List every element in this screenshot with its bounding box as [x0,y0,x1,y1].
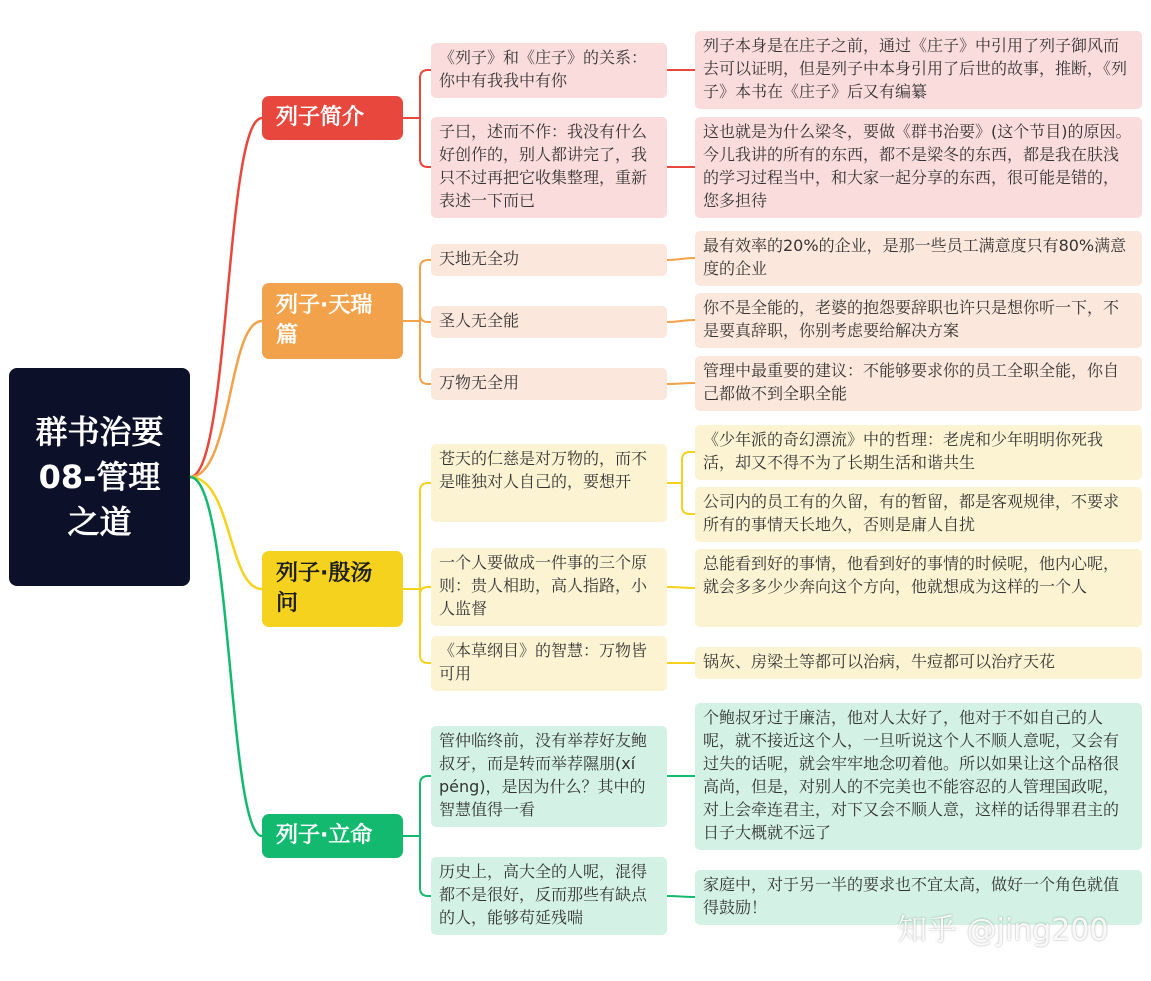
leaf-node[interactable]: 你不是全能的，老婆的抱怨要辞职也许只是想你听一下，不是要真辞职，你别考虑要给解决方案 [695,293,1142,348]
leaf-node[interactable]: 总能看到好的事情，他看到好的事情的时候呢，他内心呢，就会多多少少奔向这个方向，他就想成为这样的一个人 [695,549,1142,627]
sub-node[interactable]: 历史上，高大全的人呢，混得都不是很好，反而那些有缺点的人，能够苟延残喘 [431,857,667,935]
leaf-node[interactable]: 最有效率的20%的企业，是那一些员工满意度只有80%满意度的企业 [695,231,1142,286]
branch-liezi-intro[interactable]: 列子简介 [262,96,403,140]
leaf-node[interactable]: 列子本身是在庄子之前，通过《庄子》中引用了列子御风而去可以证明，但是列子中本身引用了后世的故事，推断，《列子》本书在《庄子》后又有编纂 [695,31,1142,109]
leaf-node[interactable]: 家庭中，对于另一半的要求也不宜太高，做好一个角色就值得鼓励！ [695,870,1142,925]
leaf-node[interactable]: 管理中最重要的建议：不能够要求你的员工全职全能，你自己都做不到全职全能 [695,356,1142,411]
connector-line [420,118,431,167]
connector-line [667,383,695,384]
sub-node[interactable]: 管仲临终前，没有举荐好友鲍叔牙，而是转而举荐隰朋(xí péng)，是因为什么？其中的智慧值得一看 [431,726,667,827]
connector-line [420,483,431,589]
watermark: 知乎 @jing200 [897,913,1109,948]
connector-line [667,896,695,897]
connector-line [420,321,431,384]
sub-node[interactable]: 《列子》和《庄子》的关系：你中有我我中有你 [431,43,667,98]
sub-node[interactable]: 苍天的仁慈是对万物的，而不是唯独对人自己的，要想开 [431,444,667,522]
connector-line [420,314,431,322]
sub-node[interactable]: 万物无全用 [431,368,667,400]
connector-line [420,589,431,663]
leaf-node[interactable]: 公司内的员工有的久留，有的暂留，都是客观规律，不要求所有的事情天长地久，否则是庸人自扰 [695,487,1142,542]
leaf-node[interactable]: 《少年派的奇幻漂流》中的哲理：老虎和少年明明你死我活，却又不得不为了长期生活和谐共生 [695,425,1142,480]
branch-liming[interactable]: 列子·立命 [262,814,403,858]
sub-node[interactable]: 天地无全功 [431,244,667,276]
leaf-node[interactable]: 锅灰、房梁土等都可以治病，牛痘都可以治疗天花 [695,647,1142,679]
connector-line [420,260,431,321]
connector-line [190,477,262,589]
connector-line [667,258,695,260]
sub-node[interactable]: 《本草纲目》的智慧：万物皆可用 [431,636,667,691]
sub-node[interactable]: 圣人无全能 [431,306,667,338]
sub-node[interactable]: 子曰，述而不作：我没有什么好创作的，别人都讲完了，我只不过再把它收集整理，重新表述一下而已 [431,117,667,218]
connector-line [190,477,262,836]
sub-node[interactable]: 一个人要做成一件事的三个原则：贵人相助，高人指路，小人监督 [431,548,667,626]
leaf-node[interactable]: 个鲍叔牙过于廉洁，他对人太好了，他对于不如自己的人呢，就不接近这个人，一旦听说这个人不顺人意呢，又会有过失的话呢，就会牢牢地念叨着他。所以如果让这个品格很高尚，但是，对别人的不完美也不能容忍的人管理国政呢，对上会牵连君主，对下又会不顺人意，这样的话得罪君主的日子大概就不远了 [695,703,1142,850]
connector-line [190,321,262,477]
connector-line [667,587,695,588]
connector-line [682,507,695,514]
connector-line [420,70,431,118]
connector-line [420,587,431,595]
root-node[interactable]: 群书治要08-管理之道 [9,368,190,586]
leaf-node[interactable]: 这也就是为什么梁冬，要做《群书治要》(这个节目)的原因。今儿我讲的所有的东西，都不是梁冬的东西，都是我在肤浅的学习过程当中，和大家一起分享的东西，很可能是错的，您多担待 [695,117,1142,218]
branch-yintang[interactable]: 列子·殷汤问 [262,551,403,627]
connector-line [420,776,431,836]
connector-line [420,836,431,896]
connector-line [682,452,695,460]
branch-tianrui[interactable]: 列子·天瑞篇 [262,283,403,359]
connector-line [190,118,262,477]
connector-line [667,320,695,322]
